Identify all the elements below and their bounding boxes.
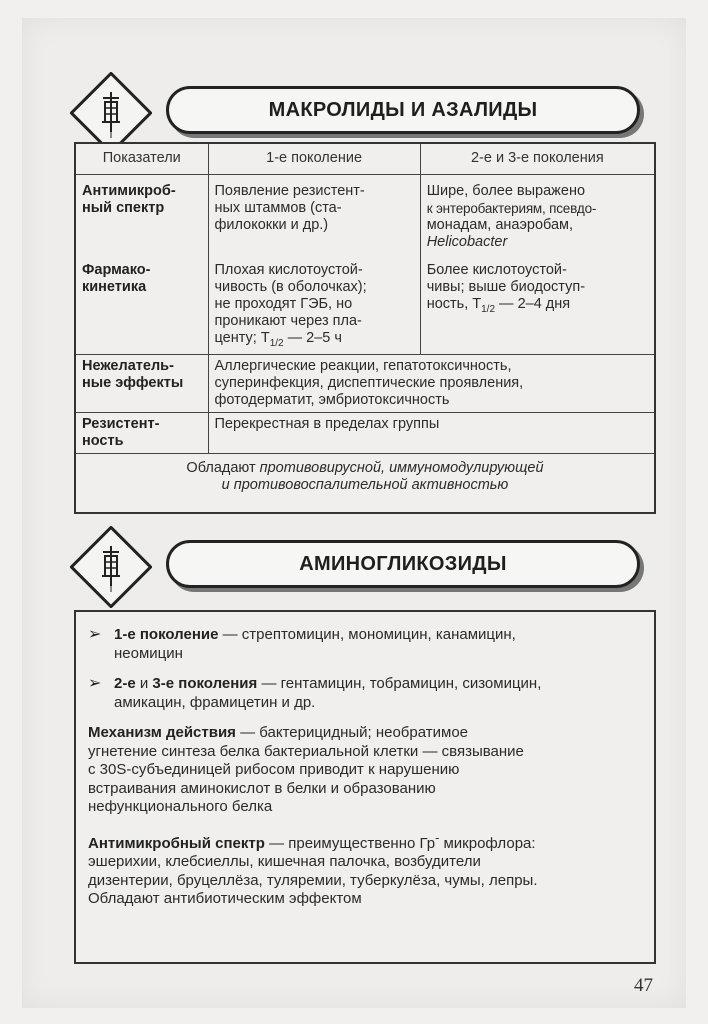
cell-line <box>427 296 648 318</box>
cell-line: Перекрестная в пределах группы <box>214 416 440 433</box>
cell-line: фотодерматит, эмбриотоксичность <box>214 392 450 409</box>
text-line: угнетение синтеза белка бактериальной клетки — связывание <box>88 742 524 760</box>
gen23-cell <box>420 254 654 355</box>
note-line: и противовоспалительной активностью <box>221 477 509 494</box>
gen1-cell <box>208 174 420 254</box>
mechanism-paragraph <box>88 724 638 817</box>
table-note-row <box>76 454 654 501</box>
macrolides-title: МАКРОЛИДЫ И АЗАЛИДЫ <box>166 86 640 134</box>
macrolides-table <box>76 144 654 500</box>
text-run: — 2–4 дня <box>495 295 571 312</box>
row-label-line: Фармако- <box>82 261 151 278</box>
table-note <box>76 454 654 501</box>
term-label: 2-е <box>114 675 136 692</box>
note-line <box>84 460 646 477</box>
table-row-pharmacokinetics <box>76 254 654 355</box>
text-line: встраивания аминокислот в белки и образованию <box>88 779 436 797</box>
resistance-cell <box>208 413 654 454</box>
text-line: эшерихии, клебсиеллы, кишечная палочка, возбудители <box>88 853 481 870</box>
column-header: 1-е поколение <box>208 144 420 174</box>
arrow-bullet-icon: ➢ <box>88 626 102 643</box>
cell-line: филококки и др.) <box>214 216 329 233</box>
list-item-gen23 <box>88 675 638 712</box>
row-label <box>76 413 208 454</box>
row-label-line: кинетика <box>82 278 147 295</box>
cell-line: Появление резистент- <box>214 182 365 199</box>
table-row-adverse-effects <box>76 355 654 413</box>
cell-line: чивость (в оболочках); <box>214 278 367 295</box>
cell-line: Более кислотоустой- <box>426 261 567 278</box>
text-run: — бактерицидный; необратимое <box>235 724 469 741</box>
row-label <box>76 254 208 355</box>
term-label: 1-е поколение <box>114 626 219 643</box>
row-label <box>76 174 208 254</box>
table-row-spectrum <box>76 174 654 254</box>
cell-line: чивы; выше биодоступ- <box>426 278 586 295</box>
syringe-icon <box>70 526 152 608</box>
cell-line: Плохая кислотоустой- <box>214 261 363 278</box>
gen23-cell <box>420 174 654 254</box>
term-label: 3-е поколения <box>152 675 258 692</box>
gen1-cell <box>208 254 420 355</box>
subscript: 1/2 <box>269 337 284 349</box>
cell-line: ных штаммов (ста- <box>214 199 342 216</box>
text-run: противовирусной, иммуномодулирующей <box>259 460 544 477</box>
text-line: Обладают антибиотическим эффектом <box>88 890 362 907</box>
text-run: — стрептомицин, мономицин, канамицин, <box>218 626 516 643</box>
adverse-cell <box>208 355 654 413</box>
cell-line: не проходят ГЭБ, но <box>214 295 353 312</box>
spectrum-paragraph <box>88 829 638 909</box>
table-row-resistance <box>76 413 654 454</box>
text-run: Обладают <box>186 460 260 477</box>
text-run: и <box>135 675 153 692</box>
list-item-text <box>114 675 541 712</box>
row-label-line: ный спектр <box>82 199 165 216</box>
column-header: Показатели <box>76 144 208 174</box>
row-label-line: ность <box>82 433 124 450</box>
text-line <box>88 724 638 743</box>
text-run: микрофлора: <box>439 834 536 852</box>
text-run: — преимущественно Гр <box>264 834 436 852</box>
cell-line: Шире, более выражено <box>426 182 586 199</box>
superscript: - <box>435 830 440 845</box>
cell-line <box>215 330 414 352</box>
subscript: 1/2 <box>481 303 496 315</box>
text-line: с 30S-субъединицей рибосом приводит к нарушению <box>88 761 460 778</box>
text-run: центу; T <box>214 329 270 346</box>
row-label-line: Нежелатель- <box>82 358 174 375</box>
text-line: неомицин <box>114 644 183 662</box>
cell-line: Helicobacter <box>426 233 508 250</box>
text-line: нефункционального белка <box>88 798 273 815</box>
table-header-row <box>76 144 654 174</box>
text-line <box>114 626 516 645</box>
cell-line: Аллергические реакции, гепатотоксичность, <box>214 358 512 375</box>
column-header: 2-е и 3-е поколения <box>420 144 654 174</box>
text-line <box>88 829 638 854</box>
macrolides-table-box <box>74 142 656 514</box>
cell-line: проникают через пла- <box>214 312 362 329</box>
term-label: Механизм действия <box>88 724 236 741</box>
aminoglycosides-title: АМИНОГЛИКОЗИДЫ <box>166 540 640 588</box>
text-line <box>114 675 541 694</box>
book-page <box>22 18 686 1008</box>
row-label-line: Резистент- <box>82 416 160 433</box>
cell-line: монадам, анаэробам, <box>426 216 574 233</box>
list-item-gen1 <box>88 626 638 663</box>
list-item-text <box>114 626 516 663</box>
row-label-line: Антимикроб- <box>82 182 176 199</box>
cell-line: к энтеробактериям, псевдо- <box>426 200 597 216</box>
text-line: амикацин, фрамицетин и др. <box>114 693 316 711</box>
cell-line: суперинфекция, диспептические проявления, <box>214 375 524 392</box>
row-label <box>76 355 208 413</box>
page-number: 47 <box>634 975 653 996</box>
text-run: — 2–5 ч <box>283 329 342 346</box>
text-line: дизентерии, бруцеллёза, туляремии, туберкулёза, чумы, лепры. <box>88 871 538 889</box>
text-run: — гентамицин, тобрамицин, сизомицин, <box>257 675 542 692</box>
aminoglycosides-box <box>74 610 656 964</box>
text-run: ность, T <box>426 295 482 312</box>
term-label: Антимикробный спектр <box>88 834 265 852</box>
arrow-bullet-icon: ➢ <box>88 675 102 692</box>
row-label-line: ные эффекты <box>82 375 184 392</box>
